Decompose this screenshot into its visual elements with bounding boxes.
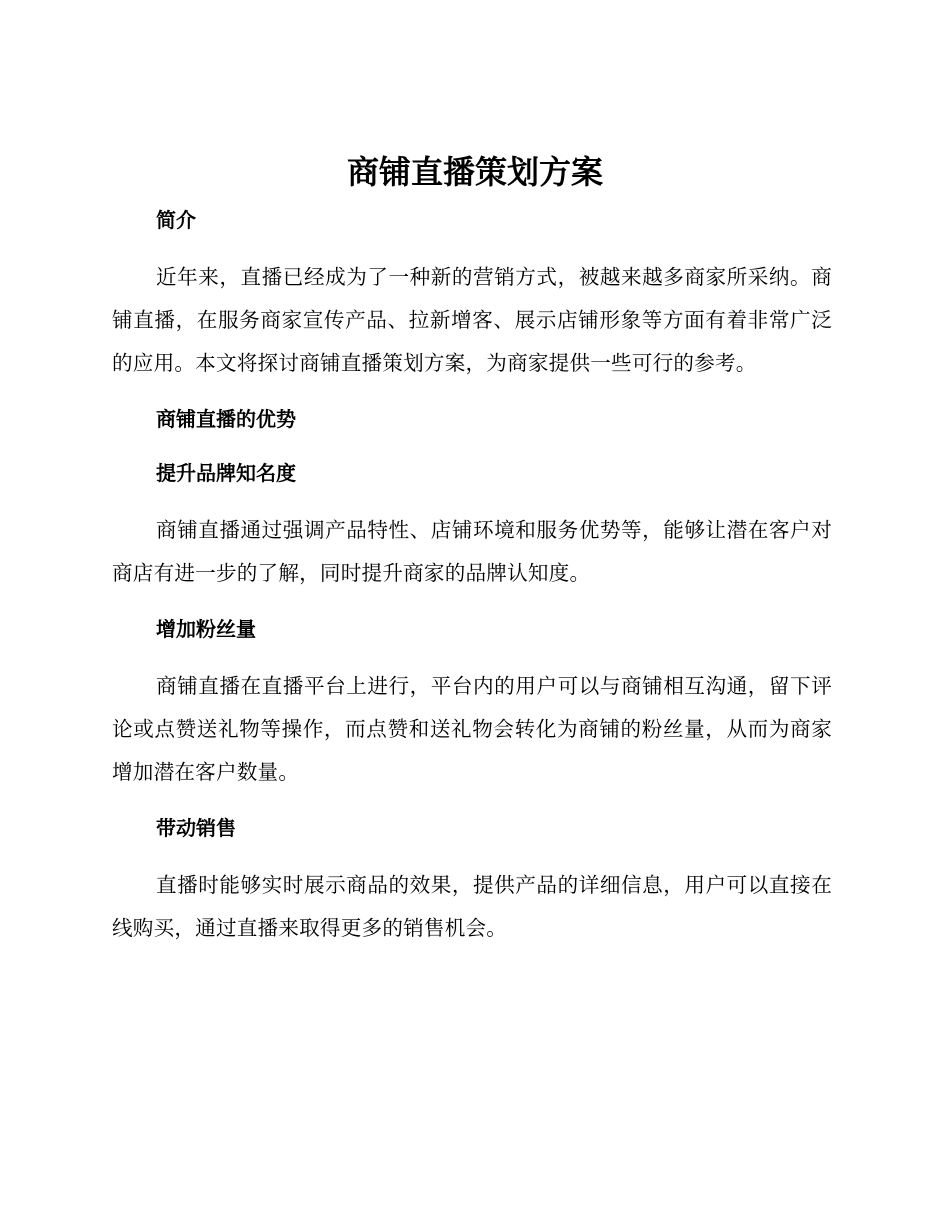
- section-heading-intro: 简介: [156, 208, 196, 232]
- section-heading-advantages: 商铺直播的优势: [156, 407, 296, 431]
- section-heading-brand: 提升品牌知名度: [156, 461, 296, 485]
- section-body-fans: 商铺直播在直播平台上进行，平台内的用户可以与商铺相互沟通，留下评论或点赞送礼物等操作，而点赞和送礼物会转化为商铺的粉丝量，从而为商家增加潜在客户数量。: [112, 674, 832, 784]
- section-body-sales: 直播时能够实时展示商品的效果，提供产品的详细信息，用户可以直接在线购买，通过直播来取得更多的销售机会。: [112, 873, 832, 940]
- section-body-intro: 近年来，直播已经成为了一种新的营销方式，被越来越多商家所采纳。商铺直播，在服务商家宣传产品、拉新增客、展示店铺形象等方面有着非常广泛的应用。本文将探讨商铺直播策划方案，为商家提供一些可行的参考。: [112, 265, 832, 375]
- document-body: [112, 202, 832, 950]
- section-heading-fans: 增加粉丝量: [156, 617, 256, 641]
- document-title: 商铺直播策划方案: [346, 153, 603, 191]
- section-heading-sales: 带动销售: [156, 816, 236, 840]
- section-body-brand: 商铺直播通过强调产品特性、店铺环境和服务优势等，能够让潜在客户对商店有进一步的了解，同时提升商家的品牌认知度。: [112, 518, 832, 585]
